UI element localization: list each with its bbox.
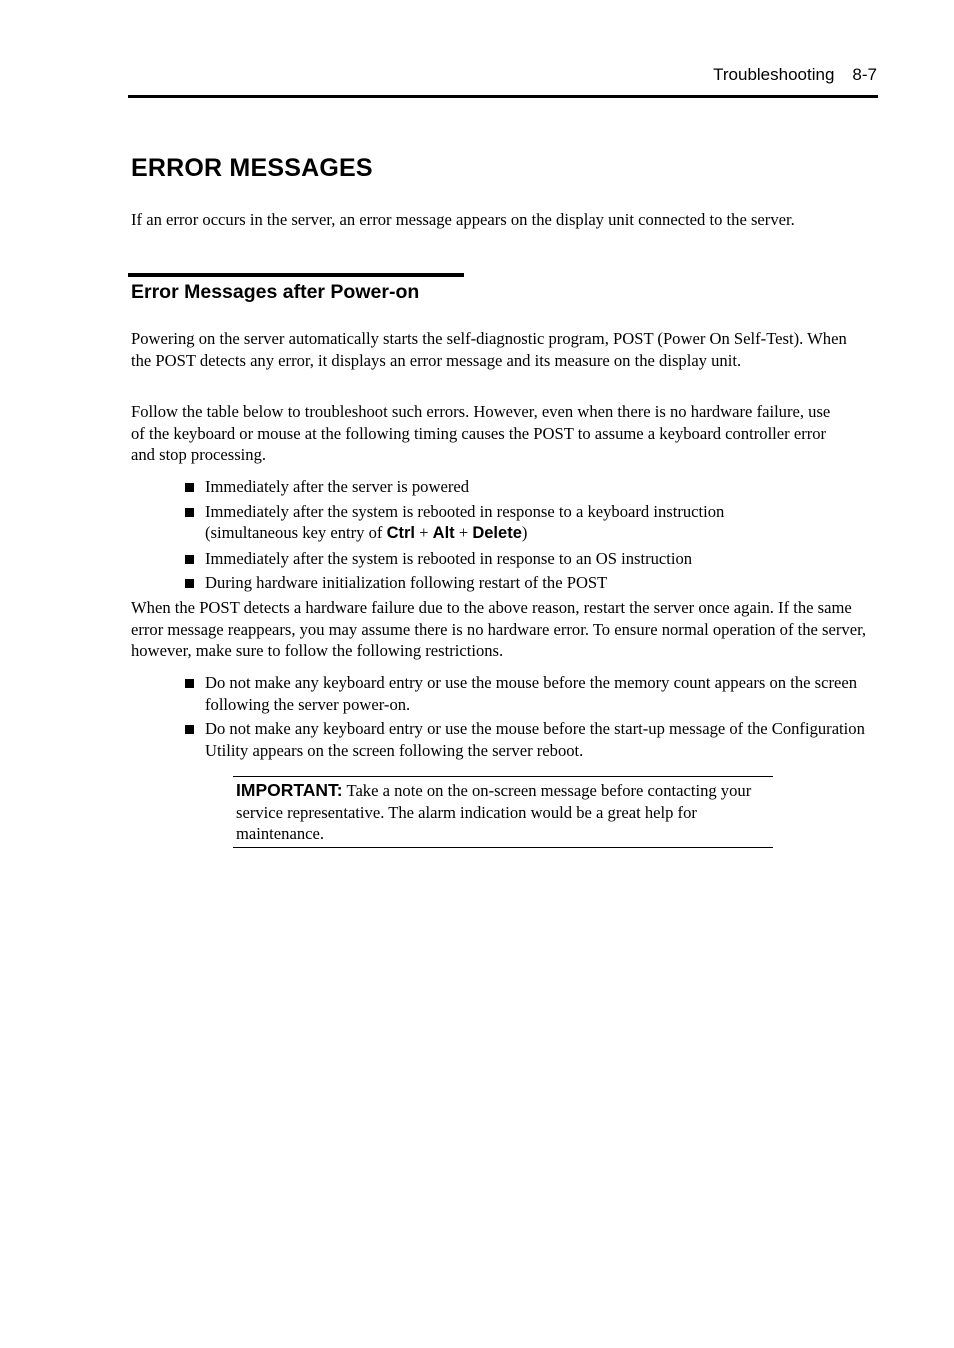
list-item: During hardware initialization following restart of the POST — [185, 572, 875, 594]
header-page-number: 8-7 — [852, 65, 877, 84]
page-title: ERROR MESSAGES — [131, 154, 373, 182]
important-text: Take a note on the on-screen message before contacting your service representative. The alarm indication would be a great help for maintenance. — [236, 781, 752, 843]
key-delete: Delete — [472, 524, 522, 542]
important-label: IMPORTANT: — [236, 780, 343, 800]
page-header — [713, 65, 877, 85]
square-bullet-icon — [185, 725, 194, 734]
important-note — [233, 776, 773, 848]
restart-paragraph: When the POST detects a hardware failure due to the above reason, restart the server once again. If the same error message reappears, you may assume there is no hardware error. To ensure normal operation of the server, however, make sure to follow the following restrictions. — [131, 598, 867, 660]
subsection-rule — [128, 273, 464, 277]
restriction-list — [185, 672, 865, 764]
square-bullet-icon — [185, 508, 194, 517]
timing-list — [185, 476, 875, 597]
square-bullet-icon — [185, 579, 194, 588]
intro-paragraph: If an error occurs in the server, an error message appears on the display unit connected to the server. — [131, 210, 795, 229]
list-item: Do not make any keyboard entry or use the mouse before the memory count appears on the screen following the server power-on. — [185, 672, 865, 715]
square-bullet-icon — [185, 555, 194, 564]
list-item: Immediately after the system is rebooted in response to an OS instruction — [185, 548, 875, 570]
square-bullet-icon — [185, 679, 194, 688]
list-item: Immediately after the server is powered — [185, 476, 875, 498]
troubleshoot-paragraph: Follow the table below to troubleshoot such errors. However, even when there is no hardware failure, use of the keyboard or mouse at the following timing causes the POST to assume a keyboard controller error and stop processing. — [131, 402, 831, 464]
subsection-title: Error Messages after Power-on — [131, 281, 420, 303]
header-rule — [128, 95, 878, 98]
list-item: Do not make any keyboard entry or use the mouse before the start-up message of the Configuration Utility appears on the screen following the server reboot. — [185, 718, 865, 761]
key-ctrl: Ctrl — [386, 524, 415, 542]
power-on-paragraph: Powering on the server automatically starts the self-diagnostic program, POST (Power On Self-Test). When the POST detects any error, it displays an error message and its measure on the display unit. — [131, 329, 847, 370]
list-item: Immediately after the system is rebooted in response to a keyboard instruction (simultaneous key entry of Ctrl + Alt + Delete) — [185, 501, 805, 545]
header-section: Troubleshooting — [713, 65, 835, 84]
square-bullet-icon — [185, 483, 194, 492]
key-alt: Alt — [432, 524, 455, 542]
